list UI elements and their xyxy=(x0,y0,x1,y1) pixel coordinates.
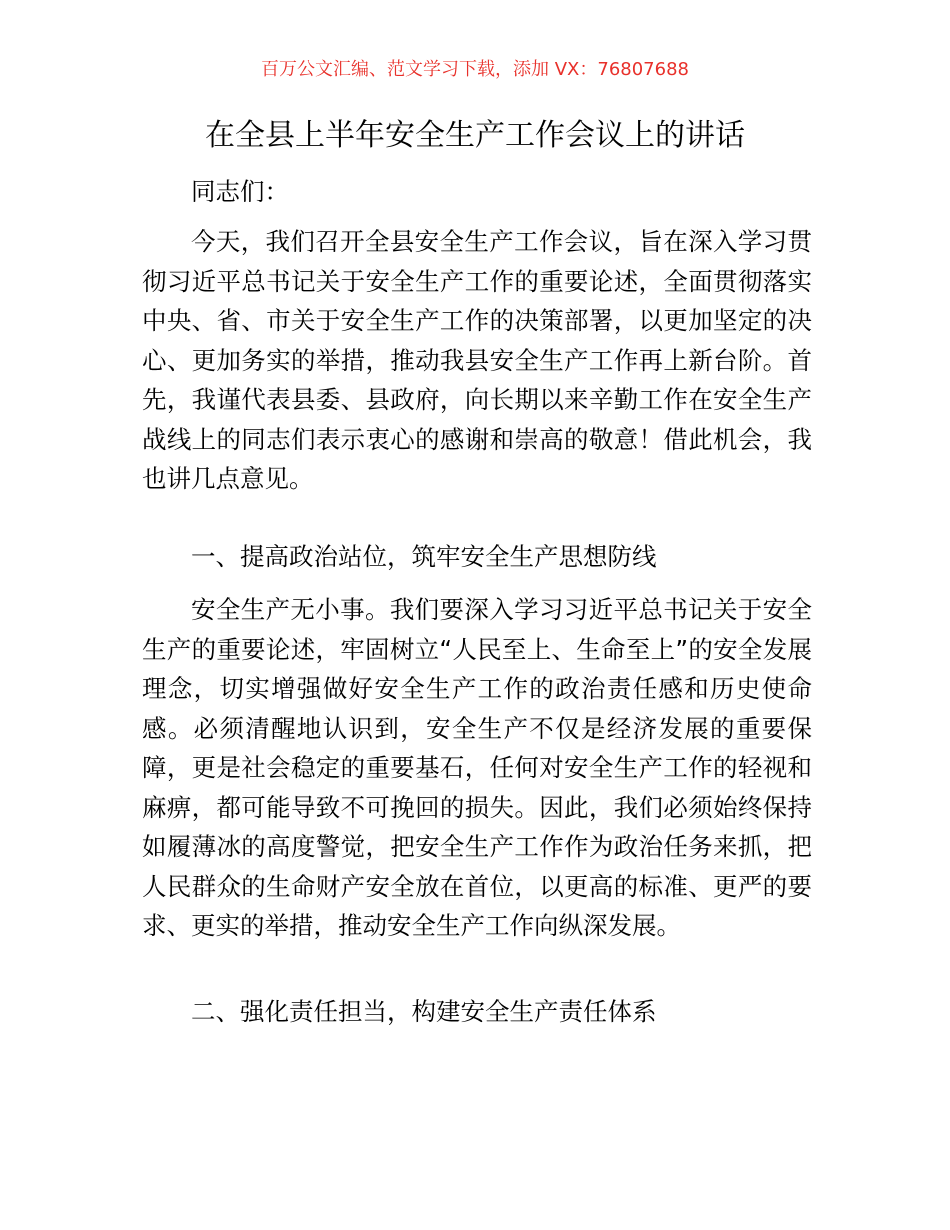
paragraph-intro: 今天，我们召开全县安全生产工作会议，旨在深入学习贯彻习近平总书记关于安全生产工作的重要论述，全面贯彻落实中央、省、市关于安全生产工作的决策部署，以更加坚定的决心、更加务实的举措，推动我县安全生产工作再上新台阶。首先，我谨代表县委、县政府，向长期以来辛勤工作在安全生产战线上的同志们表示衷心的感谢和崇高的敬意！借此机会，我也讲几点意见。 xyxy=(142,227,812,493)
section-heading-2: 二、强化责任担当，构建安全生产责任体系 xyxy=(191,997,657,1026)
salutation: 同志们： xyxy=(191,177,289,206)
document-title: 在全县上半年安全生产工作会议上的讲话 xyxy=(205,118,745,153)
paragraph-section-1: 安全生产无小事。我们要深入学习习近平总书记关于安全生产的重要论述，牢固树立“人民至上、生命至上”的安全发展理念，切实增强做好安全生产工作的政治责任感和历史使命感。必须清醒地认识到，安全生产不仅是经济发展的重要保障，更是社会稳定的重要基石，任何对安全生产工作的轻视和麻痹，都可能导致不可挽回的损失。因此，我们必须始终保持如履薄冰的高度警觉，把安全生产工作作为政治任务来抓，把人民群众的生命财产安全放在首位，以更高的标准、更严的要求、更实的举措，推动安全生产工作向纵深发展。 xyxy=(142,595,812,940)
header-banner: 百万公文汇编、范文学习下载，添加 VX：76807688 xyxy=(261,59,689,80)
section-heading-1: 一、提高政治站位，筑牢安全生产思想防线 xyxy=(191,542,657,571)
